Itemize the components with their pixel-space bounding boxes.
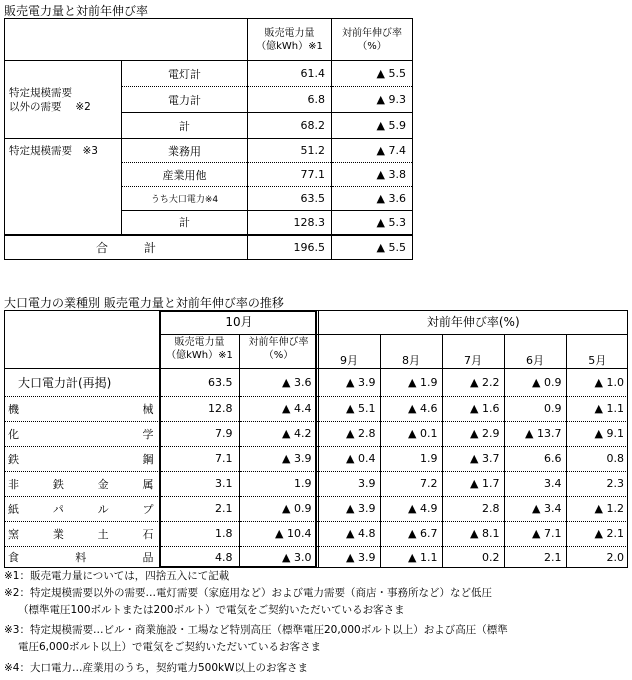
industry-label-text: 化 学 (8, 427, 154, 441)
history-value: 3.9 (318, 471, 380, 496)
history-value: ▲ 2.8 (318, 421, 380, 446)
history-value: ▲ 1.7 (442, 471, 504, 496)
sales-value: 77.1 (248, 163, 332, 187)
total-growth: ▲ 5.5 (332, 235, 413, 260)
history-value: 0.2 (442, 546, 504, 568)
row-label: 電力計 (122, 87, 248, 113)
october-header: 10月 (160, 310, 318, 334)
industry-label-text: 窯 業 土 石 (8, 527, 154, 541)
note-2: ※2：特定規模需要以外の需要…電灯需要（家庭用など）および電力需要（商店・事務所など）など低圧 (4, 587, 492, 599)
industry-label-text: 鉄 鋼 (8, 452, 154, 466)
history-value: ▲ 4.9 (380, 496, 442, 521)
history-value: ▲ 0.4 (318, 446, 380, 471)
sales-value: 128.3 (248, 211, 332, 235)
growth-value: ▲ 4.2 (239, 421, 318, 446)
history-value: ▲ 7.1 (504, 521, 566, 546)
history-value: ▲ 3.7 (442, 446, 504, 471)
sales-value: 6.8 (248, 87, 332, 113)
growth-value: ▲ 9.3 (332, 87, 413, 113)
sales-value: 68.2 (248, 113, 332, 139)
history-value: ▲ 5.1 (318, 396, 380, 421)
growth-value: ▲ 0.9 (239, 496, 318, 521)
sales-value: 63.5 (248, 187, 332, 211)
note-3: ※3：特定規模需要…ビル・商業施設・工場など特別高圧（標準電圧20,000ボルト以上）および高圧（標準 (4, 624, 508, 636)
row-label: 計 (122, 113, 248, 139)
industry-label (4, 546, 160, 568)
growth-value: 1.9 (239, 471, 318, 496)
industry-table (4, 310, 628, 568)
growth-value: ▲ 3.6 (239, 368, 318, 396)
row-label: 電灯計 (122, 61, 248, 87)
industry-label (4, 521, 160, 546)
industry-label (4, 446, 160, 471)
history-value: ▲ 6.7 (380, 521, 442, 546)
history-value: ▲ 0.9 (504, 368, 566, 396)
history-value: ▲ 8.1 (442, 521, 504, 546)
history-value: ▲ 3.9 (318, 546, 380, 568)
sales-value: 7.1 (160, 446, 239, 471)
sales-table (4, 18, 413, 260)
col-growth-header: 対前年伸び率 （%） (332, 19, 413, 61)
month-header-5: 5月 (566, 334, 628, 368)
history-value: 0.8 (566, 446, 628, 471)
growth-value: ▲ 3.9 (239, 446, 318, 471)
sales-value: 4.8 (160, 546, 239, 568)
growth-value: ▲ 4.4 (239, 396, 318, 421)
industry-label (4, 496, 160, 521)
history-value: 2.0 (566, 546, 628, 568)
history-value: 7.2 (380, 471, 442, 496)
history-value: ▲ 2.2 (442, 368, 504, 396)
history-value: 3.4 (504, 471, 566, 496)
col-sales-header: 販売電力量 （億kWh）※1 (160, 334, 239, 368)
note-1: ※1：販売電力量については，四捨五入にて記載 (4, 570, 230, 582)
growth-value: ▲ 10.4 (239, 521, 318, 546)
table2-title: 大口電力の業種別 販売電力量と対前年伸び率の推移 (4, 296, 284, 310)
history-value: ▲ 3.9 (318, 496, 380, 521)
row-label: うち大口電力※4 (122, 187, 248, 211)
header-blank (5, 19, 248, 61)
month-header-6: 6月 (504, 334, 566, 368)
industry-label-text: 非 鉄 金 属 (8, 477, 154, 491)
history-value: ▲ 4.6 (380, 396, 442, 421)
sales-value: 51.2 (248, 139, 332, 163)
col-growth-header: 対前年伸び率 （%） (239, 334, 318, 368)
sales-value: 61.4 (248, 61, 332, 87)
growth-value: ▲ 7.4 (332, 139, 413, 163)
history-value: ▲ 3.9 (318, 368, 380, 396)
industry-label-text: 機 械 (8, 402, 154, 416)
growth-value: ▲ 5.3 (332, 211, 413, 235)
industry-label: 大口電力計(再掲) (4, 368, 160, 396)
history-value: ▲ 4.8 (318, 521, 380, 546)
sales-value: 3.1 (160, 471, 239, 496)
group-label-general: 特定規模需要 以外の需要 ※2 (5, 61, 122, 139)
sales-value: 12.8 (160, 396, 239, 421)
history-value: ▲ 9.1 (566, 421, 628, 446)
row-label: 業務用 (122, 139, 248, 163)
total-sales: 196.5 (248, 235, 332, 260)
growth-value: ▲ 3.6 (332, 187, 413, 211)
month-header-8: 8月 (380, 334, 442, 368)
growth-value: ▲ 5.5 (332, 61, 413, 87)
history-value: ▲ 1.9 (380, 368, 442, 396)
growth-history-header: 対前年伸び率(%) (318, 310, 628, 334)
header-blank (4, 310, 160, 368)
growth-value: ▲ 3.0 (239, 546, 318, 568)
history-value: ▲ 2.9 (442, 421, 504, 446)
history-value: 1.9 (380, 446, 442, 471)
history-value: 2.8 (442, 496, 504, 521)
industry-label (4, 396, 160, 421)
sales-value: 63.5 (160, 368, 239, 396)
history-value: ▲ 1.6 (442, 396, 504, 421)
history-value: ▲ 1.0 (566, 368, 628, 396)
industry-label-text: 紙 パ ル プ (8, 502, 154, 516)
history-value: 0.9 (504, 396, 566, 421)
history-value: ▲ 0.1 (380, 421, 442, 446)
col-sales-header: 販売電力量 （億kWh）※1 (248, 19, 332, 61)
sales-value: 7.9 (160, 421, 239, 446)
history-value: ▲ 1.1 (380, 546, 442, 568)
history-value: 6.6 (504, 446, 566, 471)
month-header-9: 9月 (318, 334, 380, 368)
sales-value: 1.8 (160, 521, 239, 546)
note-4: ※4：大口電力…産業用のうち，契約電力500kW以上のお客さま (4, 662, 308, 674)
history-value: ▲ 1.1 (566, 396, 628, 421)
history-value: 2.1 (504, 546, 566, 568)
growth-value: ▲ 5.9 (332, 113, 413, 139)
note-3-cont: 電圧6,000ボルト以上）で電気をご契約いただいているお客さま (18, 641, 322, 653)
industry-label (4, 471, 160, 496)
history-value: 2.3 (566, 471, 628, 496)
industry-label (4, 421, 160, 446)
sales-value: 2.1 (160, 496, 239, 521)
growth-value: ▲ 3.8 (332, 163, 413, 187)
row-label: 産業用他 (122, 163, 248, 187)
table1-title: 販売電力量と対前年伸び率 (4, 4, 149, 18)
note-2-cont: （標準電圧100ボルトまたは200ボルト）で電気をご契約いただいているお客さま (18, 604, 405, 616)
history-value: ▲ 2.1 (566, 521, 628, 546)
group-label-specific: 特定規模需要 ※3 (5, 139, 122, 235)
month-header-7: 7月 (442, 334, 504, 368)
history-value: ▲ 13.7 (504, 421, 566, 446)
total-label: 合 計 (5, 235, 248, 260)
row-label: 計 (122, 211, 248, 235)
history-value: ▲ 1.2 (566, 496, 628, 521)
industry-label-text: 食 料 品 (8, 551, 154, 565)
history-value: ▲ 3.4 (504, 496, 566, 521)
